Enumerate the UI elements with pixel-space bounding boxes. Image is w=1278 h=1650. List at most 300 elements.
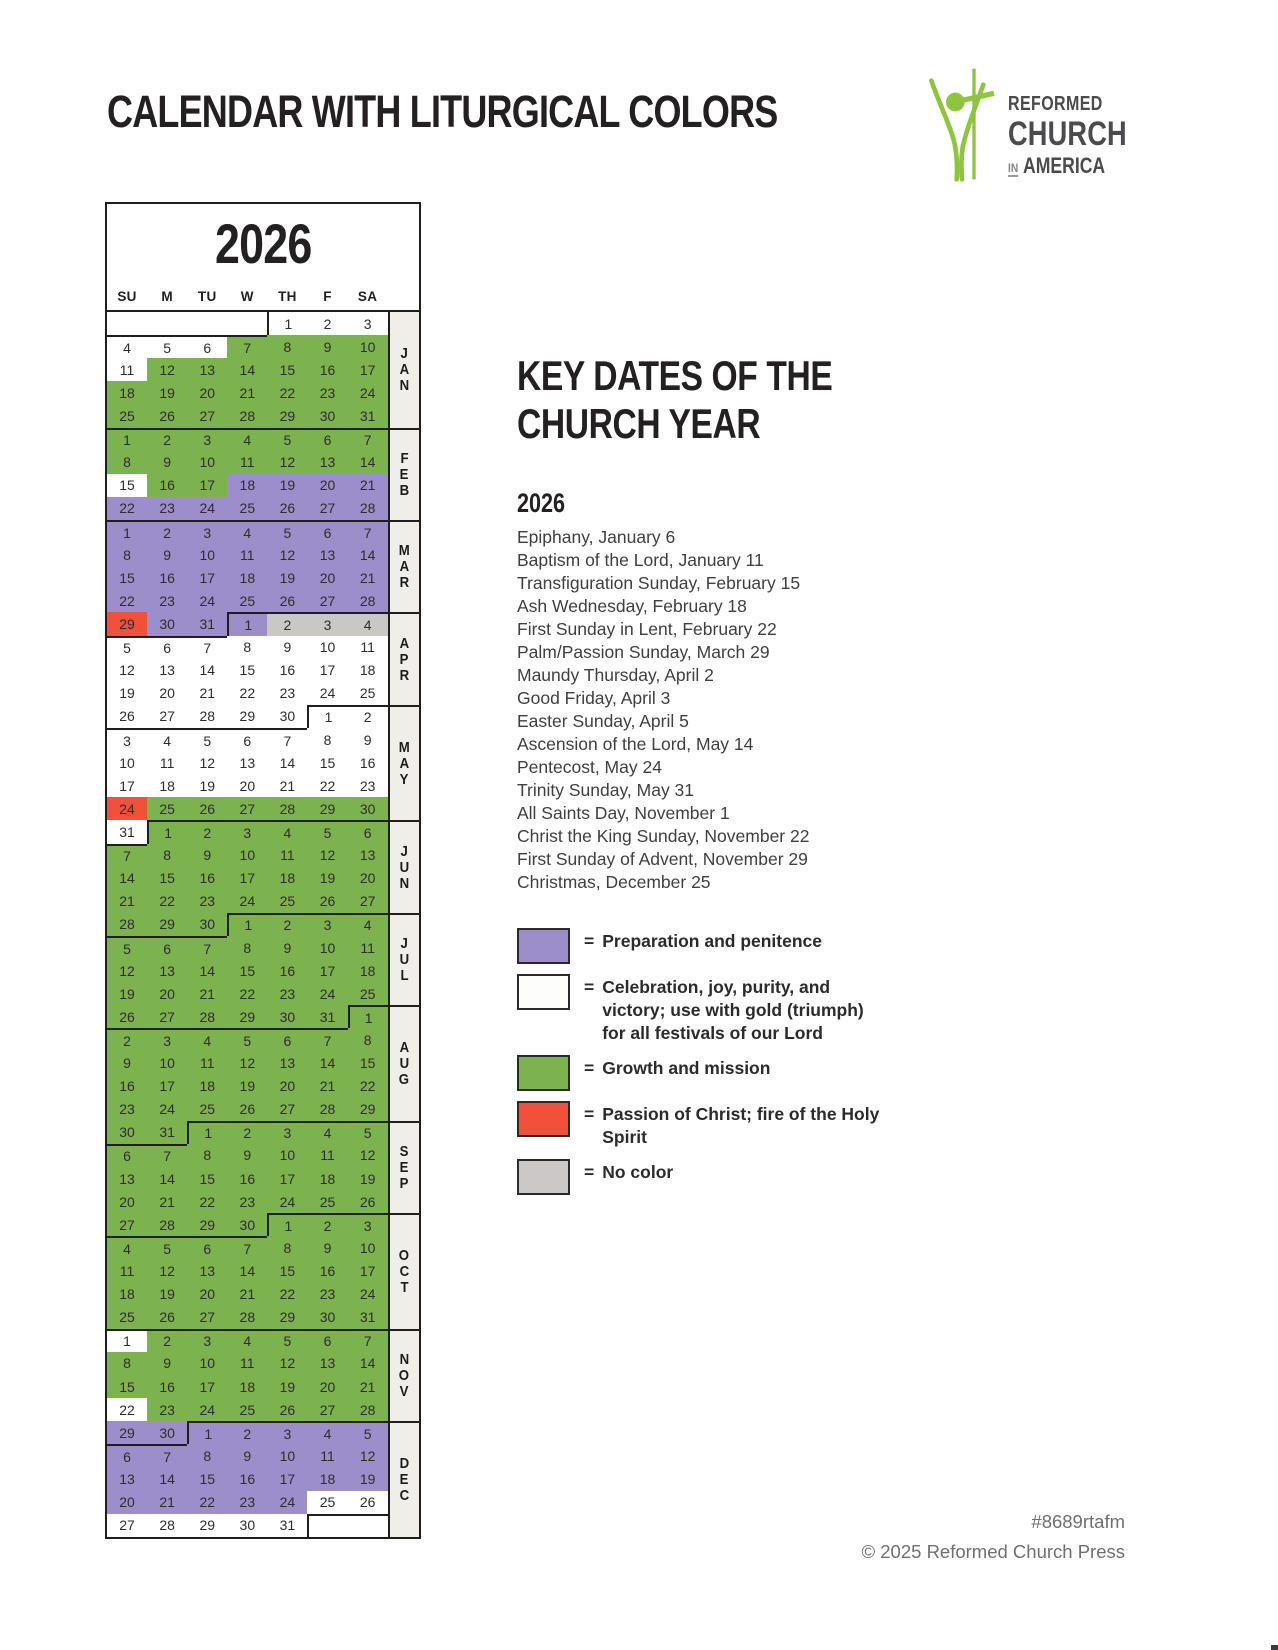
day-cell: 19	[107, 982, 147, 1005]
day-cell: 12	[267, 1352, 307, 1375]
day-cell: 23	[227, 1491, 267, 1514]
day-cell: 26	[147, 404, 187, 427]
key-date-item: Christmas, December 25	[517, 872, 711, 892]
key-date-item: Baptism of the Lord, January 11	[517, 550, 764, 570]
day-cell: 29	[147, 913, 187, 936]
day-cell: 10	[187, 451, 227, 474]
day-cell: 2	[147, 1329, 187, 1352]
month-label: O C T	[388, 1213, 419, 1329]
day-cell: 25	[147, 797, 187, 820]
legend-label: = Preparation and penitence	[584, 931, 823, 951]
day-cell: 6	[107, 1444, 147, 1467]
day-cell: 31	[147, 1121, 187, 1144]
day-cell: 30	[307, 1306, 347, 1329]
day-cell: 11	[307, 1144, 347, 1167]
day-cell: 14	[307, 1052, 347, 1075]
key-date-item: Good Friday, April 3	[517, 688, 671, 708]
day-cell: 16	[267, 659, 307, 682]
day-cell: 25	[348, 982, 388, 1005]
day-cell: 23	[267, 682, 307, 705]
day-cell: 29	[107, 612, 147, 635]
day-cell: 11	[187, 1052, 227, 1075]
day-cell: 20	[147, 682, 187, 705]
day-cell: 22	[107, 589, 147, 612]
day-cell: 29	[307, 797, 347, 820]
day-cell: 10	[307, 636, 347, 659]
day-cell: 1	[107, 1329, 147, 1352]
day-cell: 24	[267, 1190, 307, 1213]
day-cell: 30	[348, 797, 388, 820]
day-cell: 9	[227, 1144, 267, 1167]
day-cell: 11	[227, 451, 267, 474]
legend-swatch-red	[517, 1101, 570, 1137]
day-cell: 28	[187, 1005, 227, 1028]
legend	[517, 928, 897, 1195]
day-cell: 10	[348, 335, 388, 358]
day-cell: 1	[187, 1421, 227, 1444]
day-cell: 21	[147, 1491, 187, 1514]
day-cell: 11	[307, 1444, 347, 1467]
day-cell: 6	[267, 1028, 307, 1051]
day-cell: 14	[348, 451, 388, 474]
key-date-item: Epiphany, January 6	[517, 527, 676, 547]
day-header: F	[323, 288, 332, 304]
key-date-item: Trinity Sunday, May 31	[517, 780, 695, 800]
day-cell: 21	[107, 890, 147, 913]
day-cell: 2	[267, 612, 307, 635]
day-cell: 4	[227, 428, 267, 451]
day-cell: 6	[307, 428, 347, 451]
day-cell: 12	[227, 1052, 267, 1075]
day-cell: 18	[227, 566, 267, 589]
day-cell: 29	[267, 1306, 307, 1329]
day-cell: 2	[307, 312, 347, 335]
day-cell: 20	[107, 1190, 147, 1213]
day-cell: 26	[267, 1398, 307, 1421]
day-cell: 17	[267, 1167, 307, 1190]
day-cell: 20	[307, 566, 347, 589]
day-cell: 27	[147, 705, 187, 728]
day-cell: 6	[307, 520, 347, 543]
day-cell: 15	[107, 566, 147, 589]
day-cell: 25	[348, 682, 388, 705]
day-cell: 19	[147, 1283, 187, 1306]
blank-cell	[307, 1514, 347, 1537]
day-cell: 7	[307, 1028, 347, 1051]
day-cell: 2	[147, 520, 187, 543]
day-cell: 24	[227, 890, 267, 913]
day-cell: 15	[107, 1375, 147, 1398]
day-cell: 14	[147, 1467, 187, 1490]
day-cell: 21	[187, 982, 227, 1005]
day-header: W	[240, 288, 254, 304]
day-cell: 7	[147, 1144, 187, 1167]
day-cell: 12	[267, 543, 307, 566]
legend-swatch-purple	[517, 928, 570, 964]
day-cell: 16	[187, 867, 227, 890]
day-cell: 12	[307, 844, 347, 867]
day-cell: 12	[348, 1444, 388, 1467]
day-cell: 5	[348, 1121, 388, 1144]
day-cell: 15	[267, 358, 307, 381]
day-cell: 2	[107, 1028, 147, 1051]
day-cell: 24	[348, 381, 388, 404]
day-cell: 5	[267, 520, 307, 543]
day-cell: 12	[348, 1144, 388, 1167]
day-cell: 3	[227, 820, 267, 843]
day-cell: 23	[267, 982, 307, 1005]
day-cell: 15	[227, 659, 267, 682]
day-cell: 9	[307, 335, 347, 358]
day-cell: 3	[187, 428, 227, 451]
day-cell: 10	[267, 1444, 307, 1467]
day-cell: 26	[348, 1491, 388, 1514]
legend-item-gray	[517, 1159, 897, 1195]
day-cell: 23	[348, 774, 388, 797]
blank-cell	[107, 312, 147, 335]
day-cell: 16	[227, 1167, 267, 1190]
day-cell: 9	[187, 844, 227, 867]
key-dates-list	[517, 526, 911, 894]
day-cell: 22	[107, 497, 147, 520]
day-cell: 25	[307, 1491, 347, 1514]
day-cell: 18	[107, 381, 147, 404]
day-cell: 5	[227, 1028, 267, 1051]
day-cell: 18	[227, 474, 267, 497]
legend-item-white	[517, 974, 897, 1045]
day-cell: 8	[227, 936, 267, 959]
key-date-item: Christ the King Sunday, November 22	[517, 826, 810, 846]
day-cell: 13	[307, 451, 347, 474]
day-cell: 6	[348, 820, 388, 843]
day-cell: 1	[227, 612, 267, 635]
day-cell: 4	[227, 520, 267, 543]
day-cell: 16	[147, 474, 187, 497]
day-cell: 26	[107, 1005, 147, 1028]
day-cell: 28	[348, 1398, 388, 1421]
key-date-item: First Sunday of Advent, November 29	[517, 849, 808, 869]
day-cell: 26	[348, 1190, 388, 1213]
day-cell: 22	[307, 774, 347, 797]
day-cell: 24	[187, 1398, 227, 1421]
day-cell: 7	[267, 728, 307, 751]
day-cell: 24	[187, 497, 227, 520]
day-cell: 16	[307, 358, 347, 381]
day-cell: 29	[187, 1514, 227, 1537]
day-cell: 23	[147, 497, 187, 520]
blank-cell	[147, 312, 187, 335]
month-label: S E P	[388, 1121, 419, 1213]
day-cell: 14	[227, 358, 267, 381]
day-cell: 28	[348, 589, 388, 612]
day-cell: 18	[187, 1075, 227, 1098]
day-cell: 25	[187, 1098, 227, 1121]
month-label: D E C	[388, 1421, 419, 1537]
key-dates-year: 2026	[517, 488, 566, 518]
day-cell: 23	[147, 1398, 187, 1421]
day-cell: 30	[147, 1421, 187, 1444]
day-cell: 4	[147, 728, 187, 751]
day-cell: 30	[267, 1005, 307, 1028]
day-cell: 19	[107, 682, 147, 705]
day-cell: 15	[147, 867, 187, 890]
month-label: N O V	[388, 1329, 419, 1421]
day-cell: 24	[307, 682, 347, 705]
day-cell: 18	[227, 1375, 267, 1398]
day-cell: 31	[348, 404, 388, 427]
day-cell: 26	[227, 1098, 267, 1121]
day-cell: 1	[307, 705, 347, 728]
day-cell: 3	[147, 1028, 187, 1051]
day-cell: 21	[348, 566, 388, 589]
day-cell: 8	[187, 1144, 227, 1167]
day-cell: 6	[187, 335, 227, 358]
day-cell: 12	[267, 451, 307, 474]
day-cell: 9	[227, 1444, 267, 1467]
day-cell: 3	[307, 913, 347, 936]
day-cell: 7	[348, 520, 388, 543]
day-cell: 28	[147, 1514, 187, 1537]
month-label: M A R	[388, 520, 419, 612]
day-cell: 24	[107, 797, 147, 820]
day-cell: 26	[187, 797, 227, 820]
day-cell: 19	[227, 1075, 267, 1098]
day-cell: 10	[348, 1236, 388, 1259]
logo-word-in: IN	[1008, 161, 1019, 175]
day-cell: 27	[307, 589, 347, 612]
day-cell: 4	[307, 1421, 347, 1444]
day-cell: 18	[107, 1283, 147, 1306]
day-cell: 22	[187, 1491, 227, 1514]
day-cell: 20	[227, 774, 267, 797]
logo-word-america: AMERICA	[1023, 153, 1106, 178]
day-cell: 10	[107, 751, 147, 774]
day-cell: 5	[267, 428, 307, 451]
day-cell: 9	[107, 1052, 147, 1075]
day-cell: 13	[107, 1167, 147, 1190]
day-cell: 28	[348, 497, 388, 520]
day-cell: 20	[307, 1375, 347, 1398]
day-cell: 20	[107, 1491, 147, 1514]
day-cell: 1	[107, 428, 147, 451]
day-cell: 17	[307, 659, 347, 682]
day-cell: 2	[267, 913, 307, 936]
day-cell: 29	[348, 1098, 388, 1121]
footer-copyright: © 2025 Reformed Church Press	[861, 1541, 1125, 1562]
day-cell: 30	[307, 404, 347, 427]
rca-logo-text	[1008, 94, 1157, 177]
day-cell: 25	[267, 890, 307, 913]
day-header: M	[161, 288, 173, 304]
day-cell: 14	[107, 867, 147, 890]
key-date-item: Transfiguration Sunday, February 15	[517, 573, 801, 593]
key-date-item: Maundy Thursday, April 2	[517, 665, 714, 685]
day-cell: 15	[187, 1467, 227, 1490]
legend-item-green	[517, 1055, 897, 1091]
day-cell: 22	[267, 1283, 307, 1306]
day-cell: 4	[107, 1236, 147, 1259]
day-cell: 17	[227, 867, 267, 890]
day-cell: 23	[307, 1283, 347, 1306]
day-cell: 26	[307, 890, 347, 913]
day-cell: 9	[307, 1236, 347, 1259]
day-cell: 5	[348, 1421, 388, 1444]
day-cell: 6	[107, 1144, 147, 1167]
day-cell: 4	[187, 1028, 227, 1051]
day-cell: 23	[227, 1190, 267, 1213]
day-cell: 25	[227, 1398, 267, 1421]
day-cell: 17	[348, 358, 388, 381]
day-cell: 1	[187, 1121, 227, 1144]
day-cell: 8	[107, 543, 147, 566]
day-cell: 10	[147, 1052, 187, 1075]
day-header: SA	[357, 288, 378, 304]
day-cell: 26	[147, 1306, 187, 1329]
key-dates-section	[517, 352, 911, 894]
day-cell: 8	[307, 728, 347, 751]
day-header: SU	[117, 288, 137, 304]
day-cell: 11	[227, 1352, 267, 1375]
day-cell: 28	[307, 1098, 347, 1121]
legend-swatch-gray	[517, 1159, 570, 1195]
day-cell: 16	[107, 1075, 147, 1098]
month-label: J U N	[388, 820, 419, 912]
day-cell: 16	[307, 1259, 347, 1282]
month-label: A P R	[388, 612, 419, 704]
day-cell: 9	[147, 543, 187, 566]
day-cell: 9	[147, 451, 187, 474]
key-date-item: Ascension of the Lord, May 14	[517, 734, 754, 754]
logo-word-reformed: REFORMED	[1008, 93, 1103, 115]
day-cell: 21	[147, 1190, 187, 1213]
day-cell: 14	[227, 1259, 267, 1282]
day-cell: 19	[348, 1167, 388, 1190]
day-cell: 3	[307, 612, 347, 635]
day-cell: 22	[267, 381, 307, 404]
day-cell: 6	[187, 1236, 227, 1259]
day-cell: 18	[307, 1467, 347, 1490]
day-cell: 5	[107, 936, 147, 959]
day-cell: 8	[348, 1028, 388, 1051]
rca-figure-cross-icon	[926, 56, 1006, 192]
day-cell: 17	[187, 566, 227, 589]
day-cell: 11	[348, 636, 388, 659]
day-cell: 15	[227, 959, 267, 982]
logo-word-church: CHURCH	[1008, 115, 1127, 153]
day-cell: 19	[267, 1375, 307, 1398]
day-cell: 30	[267, 705, 307, 728]
day-cell: 18	[307, 1167, 347, 1190]
day-cell: 16	[348, 751, 388, 774]
legend-swatch-green	[517, 1055, 570, 1091]
day-cell: 22	[107, 1398, 147, 1421]
day-cell: 3	[187, 1329, 227, 1352]
day-cell: 13	[147, 959, 187, 982]
day-cell: 2	[187, 820, 227, 843]
day-cell: 9	[267, 936, 307, 959]
day-cell: 28	[227, 1306, 267, 1329]
day-cell: 21	[267, 774, 307, 797]
day-header: TU	[197, 288, 217, 304]
day-cell: 13	[267, 1052, 307, 1075]
day-cell: 30	[187, 913, 227, 936]
day-cell: 11	[267, 844, 307, 867]
day-cell: 1	[147, 820, 187, 843]
day-cell: 3	[267, 1121, 307, 1144]
day-cell: 16	[267, 959, 307, 982]
day-cell: 8	[227, 636, 267, 659]
day-cell: 1	[227, 913, 267, 936]
day-cell: 30	[227, 1213, 267, 1236]
key-date-item: All Saints Day, November 1	[517, 803, 730, 823]
day-cell: 15	[267, 1259, 307, 1282]
day-cell: 23	[187, 890, 227, 913]
liturgical-calendar	[105, 202, 421, 1539]
month-label: J A N	[388, 312, 419, 428]
day-cell: 17	[187, 474, 227, 497]
day-cell: 17	[307, 959, 347, 982]
day-cell: 28	[267, 797, 307, 820]
calendar-grid	[107, 312, 419, 1537]
day-cell: 4	[227, 1329, 267, 1352]
day-cell: 8	[107, 1352, 147, 1375]
day-cell: 7	[227, 1236, 267, 1259]
day-cell: 31	[267, 1514, 307, 1537]
day-cell: 19	[307, 867, 347, 890]
day-cell: 2	[348, 705, 388, 728]
blank-cell	[187, 312, 227, 335]
day-cell: 11	[107, 358, 147, 381]
day-cell: 27	[267, 1098, 307, 1121]
day-cell: 4	[107, 335, 147, 358]
day-cell: 14	[187, 959, 227, 982]
day-cell: 4	[267, 820, 307, 843]
day-cell: 24	[187, 589, 227, 612]
day-cell: 13	[107, 1467, 147, 1490]
day-cell: 22	[227, 682, 267, 705]
day-cell: 6	[307, 1329, 347, 1352]
day-cell: 17	[267, 1467, 307, 1490]
legend-label: = No color	[584, 1162, 674, 1182]
day-cell: 13	[147, 659, 187, 682]
day-cell: 9	[147, 1352, 187, 1375]
day-cell: 1	[107, 520, 147, 543]
day-cell: 21	[227, 1283, 267, 1306]
day-cell: 22	[147, 890, 187, 913]
day-cell: 16	[227, 1467, 267, 1490]
footer-code: #8689rtafm	[1031, 1511, 1125, 1532]
day-header-row	[107, 282, 419, 312]
rca-logo	[926, 56, 1157, 192]
day-cell: 27	[187, 404, 227, 427]
day-cell: 5	[147, 1236, 187, 1259]
day-cell: 29	[227, 1005, 267, 1028]
day-cell: 23	[147, 589, 187, 612]
calendar-year: 2026	[214, 211, 312, 275]
day-cell: 18	[348, 959, 388, 982]
day-cell: 5	[147, 335, 187, 358]
day-cell: 12	[147, 358, 187, 381]
day-cell: 13	[187, 1259, 227, 1282]
day-cell: 9	[348, 728, 388, 751]
day-cell: 1	[267, 312, 307, 335]
legend-item-purple	[517, 928, 897, 964]
day-cell: 25	[107, 1306, 147, 1329]
day-cell: 27	[107, 1213, 147, 1236]
day-cell: 17	[147, 1075, 187, 1098]
key-date-item: Pentecost, May 24	[517, 757, 662, 777]
day-cell: 13	[227, 751, 267, 774]
